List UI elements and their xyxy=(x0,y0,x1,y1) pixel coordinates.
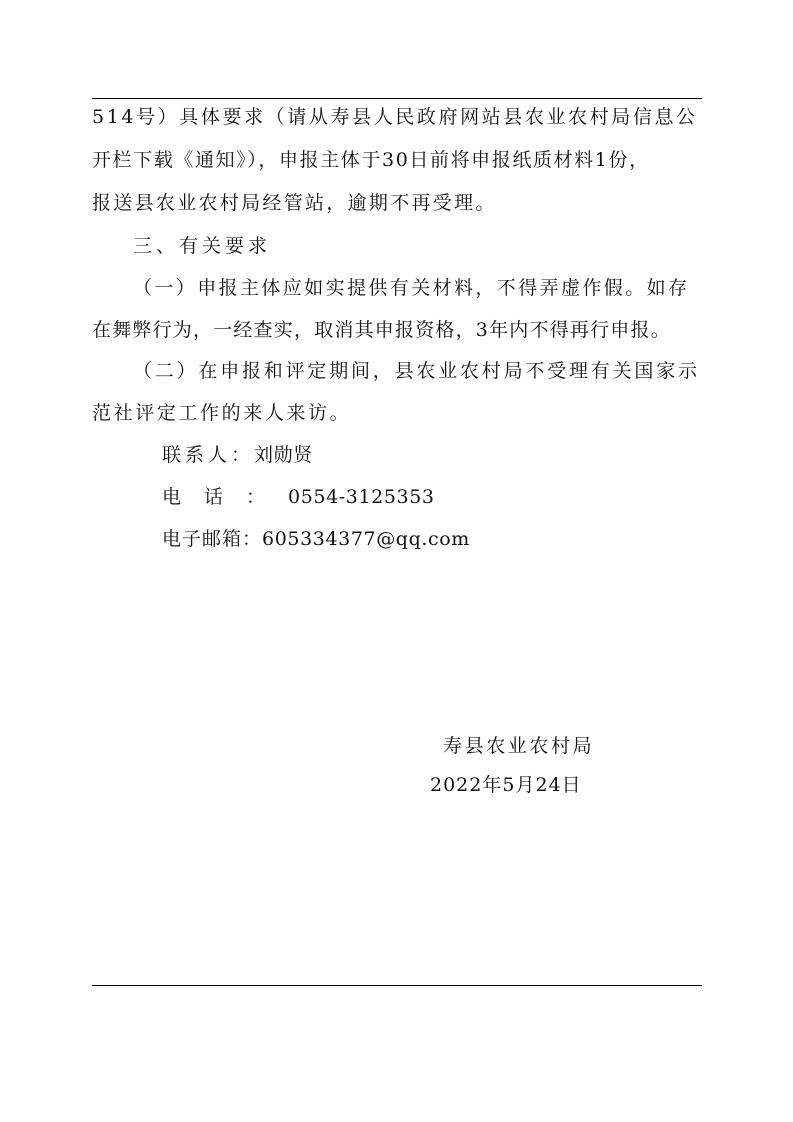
body-line-6: 在舞弊行为，一经查实，取消其申报资格，3年内不得再行申报。 xyxy=(92,319,671,341)
signature-organization: 寿县农业农村局 xyxy=(443,735,595,757)
body-line-1: 514号）具体要求（请从寿县人民政府网站县农业农村局信息公 xyxy=(92,106,698,128)
body-line-8: 范社评定工作的来人来访。 xyxy=(92,402,352,424)
signature-date: 2022年5月24日 xyxy=(430,774,582,796)
contact-person-label: 联系人： xyxy=(162,444,255,466)
header-rule xyxy=(92,98,702,99)
contact-email xyxy=(162,527,470,551)
contact-person-value: 刘勋贤 xyxy=(254,444,313,466)
body-line-3: 报送县农业农村局经管站，逾期不再受理。 xyxy=(92,192,497,214)
contact-email-label: 电子邮箱： xyxy=(162,528,263,550)
contact-person xyxy=(162,443,313,467)
body-line-5: （一）申报主体应如实提供有关材料，不得弄虚作假。如存 xyxy=(133,277,690,299)
contact-phone xyxy=(162,485,435,509)
contact-phone-label: 电话： xyxy=(162,486,289,508)
contact-email-value: 605334377@qq.com xyxy=(262,528,470,550)
section-heading: 三、有关要求 xyxy=(133,235,272,257)
body-line-7: （二）在申报和评定期间，县农业农村局不受理有关国家示 xyxy=(133,360,700,382)
contact-phone-value: 0554-3125353 xyxy=(288,486,435,508)
footer-rule xyxy=(92,985,702,986)
body-line-2: 开栏下载《通知》），申报主体于30日前将申报纸质材料1份， xyxy=(92,149,650,171)
